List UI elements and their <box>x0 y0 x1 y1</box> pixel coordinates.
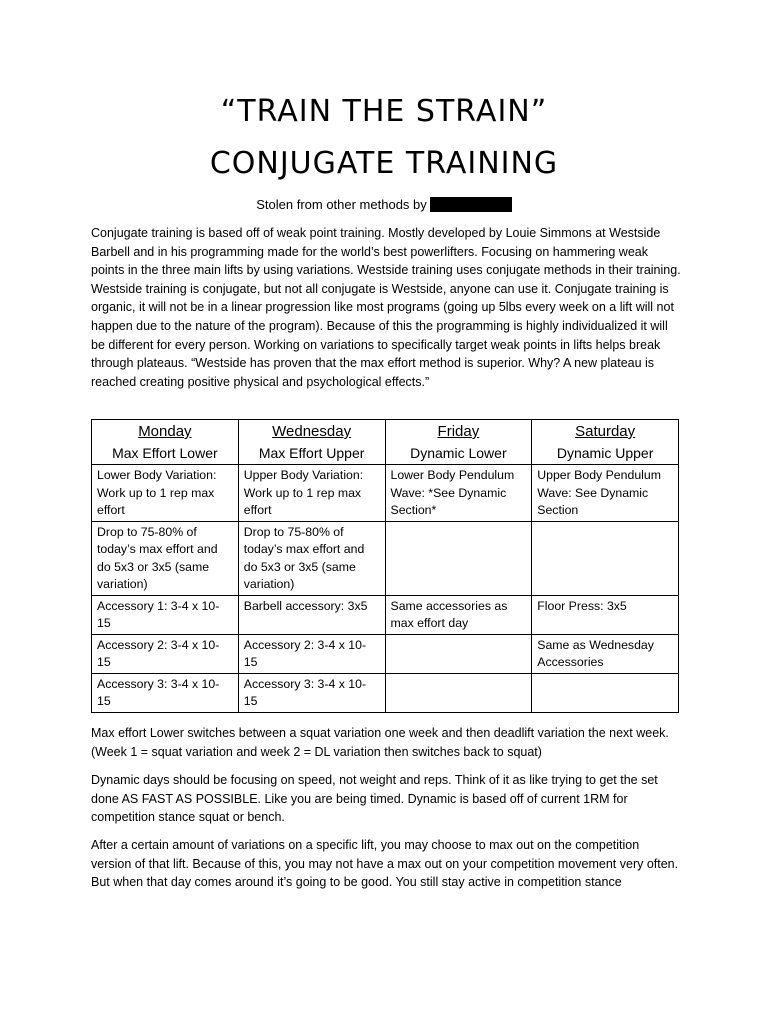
table-row <box>92 521 679 595</box>
header-friday <box>385 420 532 465</box>
day-name: Friday <box>437 423 480 440</box>
day-focus: Dynamic Lower <box>410 445 507 461</box>
byline-text: Stolen from other methods by <box>256 197 427 212</box>
table-cell: Drop to 75-80% of today’s max effort and do 5x3 or 3x5 (same variation) <box>92 521 239 595</box>
schedule-header-row <box>92 420 679 465</box>
table-row <box>92 595 679 634</box>
day-focus: Dynamic Upper <box>556 445 654 461</box>
redacted-name-block <box>430 197 512 212</box>
table-cell: Accessory 2: 3-4 x 10-15 <box>238 634 385 673</box>
weekly-schedule-table <box>91 419 679 713</box>
table-cell: Barbell accessory: 3x5 <box>238 595 385 634</box>
header-saturday <box>532 420 679 465</box>
byline <box>0 197 768 212</box>
table-cell: Upper Body Pendulum Wave: See Dynamic Section <box>532 465 679 522</box>
title-line-1: “TRAIN THE STRAIN” <box>220 94 548 129</box>
day-focus: Max Effort Upper <box>258 445 365 461</box>
day-name: Saturday <box>575 423 636 440</box>
table-cell <box>385 673 532 712</box>
day-name: Wednesday <box>272 423 352 440</box>
table-cell: Floor Press: 3x5 <box>532 595 679 634</box>
table-cell: Accessory 3: 3-4 x 10-15 <box>92 673 239 712</box>
paragraph-max-effort: Max effort Lower switches between a squat variation one week and then deadlift variation the next week. (Week 1 = squat variation and week 2 = DL variation then switches back to squat) <box>91 726 669 759</box>
table-cell: Upper Body Variation: Work up to 1 rep max effort <box>238 465 385 522</box>
table-row <box>92 673 679 712</box>
table-cell: Accessory 3: 3-4 x 10-15 <box>238 673 385 712</box>
table-cell: Accessory 1: 3-4 x 10-15 <box>92 595 239 634</box>
table-cell <box>532 673 679 712</box>
header-wednesday <box>238 420 385 465</box>
intro-paragraph: Conjugate training is based off of weak point training. Mostly developed by Louie Simmons at Westside Barbell and in his programming made for the world’s best powerlifters. Focusing on hammering weak points in the three main lifts by using variations. Westside training uses conjugate methods in their training. Westside training is conjugate, but not all conjugate is Westside, anyone can use it. Conjugate training is organic, it will not be in a linear progression like most programs (going up 5lbs every week on a lift will not happen due to the nature of the program). Because of this the programming is highly individualized it will be different for every person. Working on variations to specifically target weak points in lifts helps break through plateaus. “Westside has proven that the max effort method is superior. Why? A new plateau is reached creating positive physical and psychological effects.” <box>91 226 681 389</box>
table-cell: Lower Body Pendulum Wave: *See Dynamic Section* <box>385 465 532 522</box>
table-row <box>92 634 679 673</box>
table-cell: Accessory 2: 3-4 x 10-15 <box>92 634 239 673</box>
table-cell <box>532 521 679 595</box>
table-cell: Same as Wednesday Accessories <box>532 634 679 673</box>
table-row <box>92 465 679 522</box>
table-cell: Lower Body Variation: Work up to 1 rep max effort <box>92 465 239 522</box>
day-focus: Max Effort Lower <box>112 445 218 461</box>
table-cell: Drop to 75-80% of today’s max effort and do 5x3 or 3x5 (same variation) <box>238 521 385 595</box>
table-cell <box>385 521 532 595</box>
paragraph-competition-max: After a certain amount of variations on a specific lift, you may choose to max out on the competition version of that lift. Because of this, you may not have a max out on your competition movement very often. But when that day comes around it’s going to be good. You still stay active in competition stance <box>91 838 679 890</box>
paragraph-dynamic-days: Dynamic days should be focusing on speed, not weight and reps. Think of it as like trying to get the set done AS FAST AS POSSIBLE. Like you are being timed. Dynamic is based off of current 1RM for competition stance squat or bench. <box>91 773 658 825</box>
table-cell <box>385 634 532 673</box>
table-cell: Same accessories as max effort day <box>385 595 532 634</box>
title-line-2: CONJUGATE TRAINING <box>209 146 559 181</box>
day-name: Monday <box>138 423 192 440</box>
header-monday <box>92 420 239 465</box>
